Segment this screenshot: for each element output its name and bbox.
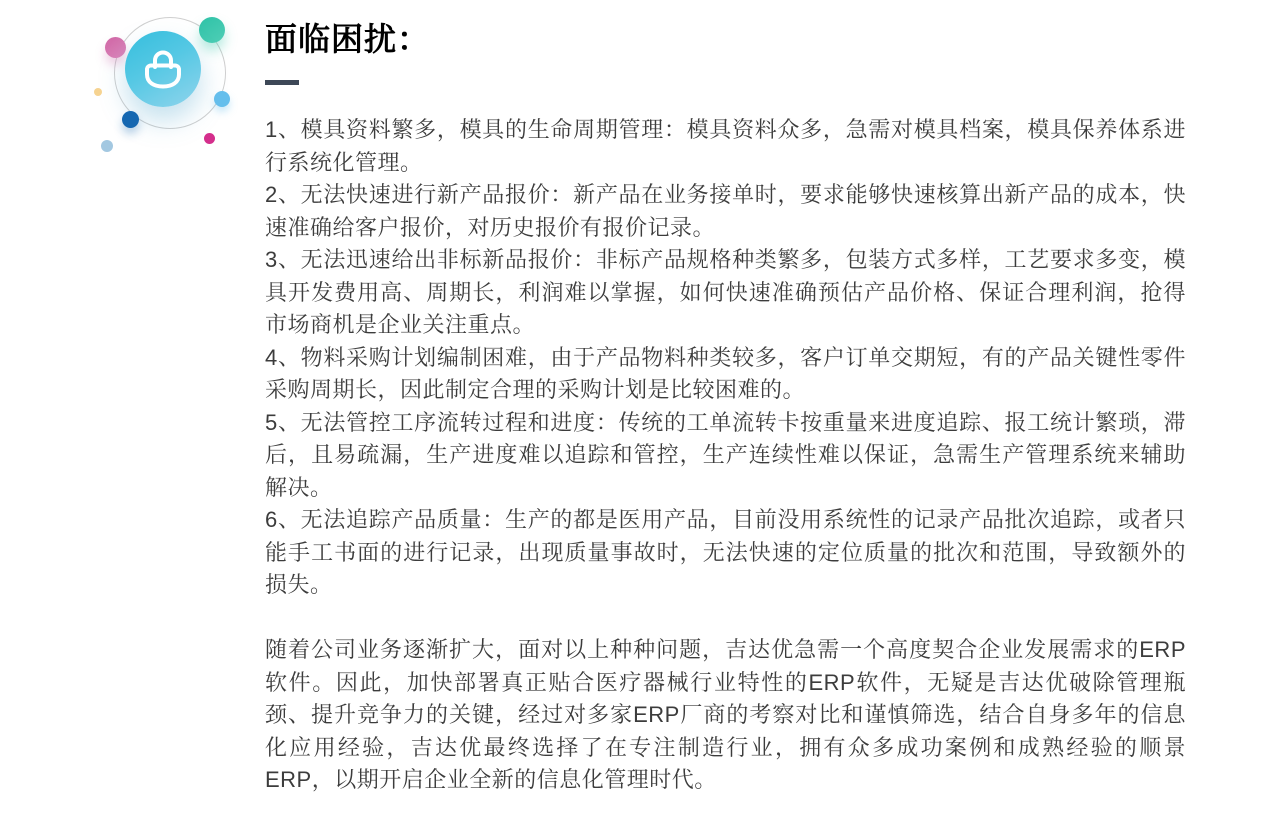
issue-item-6: 6、无法追踪产品质量：生产的都是医用产品，目前没用系统性的记录产品批次追踪，或者只能手工书面的进行记录，出现质量事故时，无法快速的定位质量的批次和范围，导致额外的损失。 [265,507,1186,597]
decor-dot-lightblue [214,91,230,107]
lock-icon-circle [125,31,201,107]
issue-item-2: 2、无法快速进行新产品报价：新产品在业务接单时，要求能够快速核算出新产品的成本，快速准确给客户报价，对历史报价有报价记录。 [265,182,1186,240]
decor-dot-yellow [94,88,102,96]
decor-dot-lightblue-small [101,140,113,152]
decor-dot-pink [105,37,126,58]
decor-dot-blue [122,111,139,128]
issues-list [265,114,1186,602]
issue-item-1: 1、模具资料繁多，模具的生命周期管理：模具资料众多，急需对模具档案，模具保养体系进行系统化管理。 [265,117,1186,175]
closing-paragraph: 随着公司业务逐渐扩大，面对以上种种问题，吉达优急需一个高度契合企业发展需求的ERP软件。因此，加快部署真正贴合医疗器械行业特性的ERP软件，无疑是吉达优破除管理瓶颈、提升竞争力的关键，经过对多家ERP厂商的考察对比和谨慎筛选，结合自身多年的信息化应用经验，吉达优最终选择了在专注制造行业，拥有众多成功案例和成熟经验的顺景ERP，以期开启企业全新的信息化管理时代。 [265,637,1186,792]
issue-item-3: 3、无法迅速给出非标新品报价：非标产品规格种类繁多，包装方式多样，工艺要求多变，模具开发费用高、周期长，利润难以掌握，如何快速准确预估产品价格、保证合理利润，抢得市场商机是企业关注重点。 [265,247,1186,337]
issue-item-4: 4、物料采购计划编制困难，由于产品物料种类较多，客户订单交期短，有的产品关键性零件采购周期长，因此制定合理的采购计划是比较困难的。 [265,344,1186,402]
lock-badge [88,8,240,166]
lock-icon [141,47,185,91]
title-underline [265,80,299,85]
decor-dot-teal [199,17,225,43]
page-title: 面临困扰： [265,21,431,57]
decor-dot-magenta [204,133,215,144]
issue-item-5: 5、无法管控工序流转过程和进度：传统的工单流转卡按重量来进度追踪、报工统计繁琐，滞后，且易疏漏，生产进度难以追踪和管控，生产连续性难以保证，急需生产管理系统来辅助解决。 [265,409,1186,500]
content-column [265,20,1186,797]
